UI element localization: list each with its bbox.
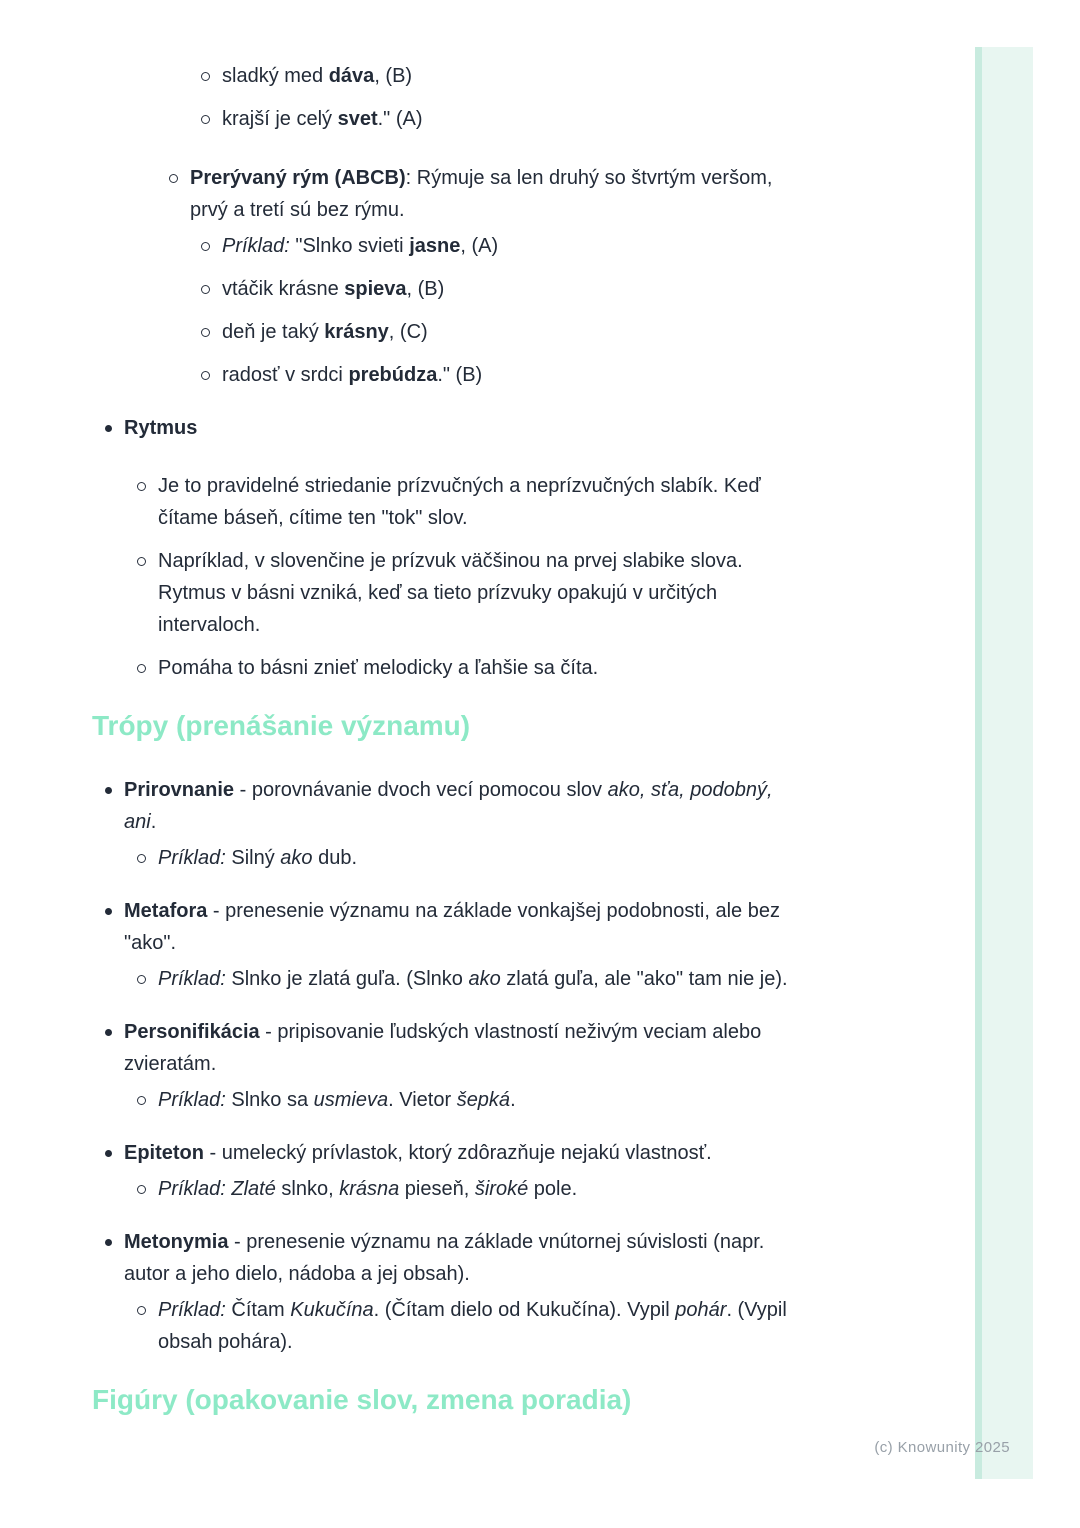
bullet-circle-icon: [137, 557, 146, 566]
list-item-text: [124, 1137, 890, 1169]
list-item: [92, 1016, 890, 1080]
text-run: ako: [468, 968, 501, 990]
list-item-text: [158, 842, 890, 874]
text-run: deň je taký: [222, 321, 325, 343]
text-run: Silný: [225, 847, 281, 869]
list-item-text: [124, 412, 890, 444]
text-run: Personifikácia: [124, 1021, 260, 1043]
text-run: pieseň,: [399, 1178, 475, 1200]
list-item: [92, 230, 890, 262]
text-run: krásna: [339, 1178, 400, 1200]
text-run: jasne: [409, 235, 461, 257]
text-run: "Slnko svieti: [289, 235, 410, 257]
text-run: Metonymia: [124, 1231, 229, 1253]
text-run: pole.: [528, 1178, 578, 1200]
list-item-text: [158, 963, 890, 995]
text-run: "ako".: [124, 932, 177, 954]
text-run: ako: [280, 847, 313, 869]
text-run: Príklad:: [158, 1299, 226, 1321]
text-run: Príklad:: [158, 968, 226, 990]
bullet-circle-icon: [201, 72, 210, 81]
text-run: Kukučína: [290, 1299, 374, 1321]
text-run: autor a jeho dielo, nádoba a jej obsah).: [124, 1263, 470, 1285]
text-run: Prirovnanie: [124, 779, 235, 801]
list-item-text: [222, 273, 890, 305]
text-run: slnko,: [275, 1178, 340, 1200]
text-run: zvieratám.: [124, 1053, 217, 1075]
text-run: - umelecký prívlastok, ktorý zdôrazňuje nejakú vlastnosť.: [204, 1142, 712, 1164]
list-item: [92, 103, 890, 135]
text-run: , (B): [406, 278, 445, 300]
list-item-text: [158, 652, 890, 684]
bullet-circle-icon: [137, 664, 146, 673]
text-run: Príklad:: [158, 1089, 226, 1111]
text-run: - prenesenie významu na základe vonkajšej podobnosti, ale bez: [207, 900, 780, 922]
list-item: [92, 1084, 890, 1116]
text-run: prebúdza: [348, 364, 438, 386]
bullet-circle-icon: [201, 115, 210, 124]
list-item: [92, 652, 890, 684]
section-heading: Figúry (opakovanie slov, zmena poradia): [92, 1384, 632, 1415]
list-item: [92, 895, 890, 959]
bullet-circle-icon: [137, 482, 146, 491]
text-run: krásny: [324, 321, 389, 343]
text-run: Príklad:: [158, 1178, 226, 1200]
list-item-text: [158, 470, 890, 534]
bullet-disc-icon: [105, 1029, 112, 1036]
list-item: [92, 1226, 890, 1290]
text-run: - porovnávanie dvoch vecí pomocou slov: [234, 779, 608, 801]
text-run: ." (B): [437, 364, 483, 386]
text-run: Zlaté: [231, 1178, 276, 1200]
text-run: Rytmus v básni vzniká, keď sa tieto prízvuky opakujú v určitých: [158, 582, 718, 604]
list-item-text: [124, 1016, 890, 1080]
text-run: . Vietor: [388, 1089, 457, 1111]
list-item-text: [158, 1173, 890, 1205]
list-item-text: [222, 316, 890, 348]
text-run: prvý a tretí sú bez rýmu.: [190, 199, 405, 221]
bullet-circle-icon: [169, 174, 178, 183]
bullet-circle-icon: [201, 371, 210, 380]
list-item: [92, 1137, 890, 1169]
text-run: pohár: [675, 1299, 727, 1321]
bullet-disc-icon: [105, 908, 112, 915]
bullet-circle-icon: [137, 1096, 146, 1105]
text-run: Slnko je zlatá guľa. (Slnko: [225, 968, 469, 990]
text-run: obsah pohára).: [158, 1331, 293, 1353]
text-run: : Rýmuje sa len druhý so štvrtým veršom,: [405, 167, 773, 189]
bullet-disc-icon: [105, 1150, 112, 1157]
bullet-disc-icon: [105, 787, 112, 794]
bullet-circle-icon: [137, 1306, 146, 1315]
text-run: Čítam: [225, 1299, 291, 1321]
text-run: , (B): [374, 65, 413, 87]
text-run: ako, sťa, podobný,: [607, 779, 773, 801]
list-item-text: [222, 103, 890, 135]
document-content: [92, 47, 890, 1448]
list-item: [92, 412, 890, 444]
list-item: [92, 470, 890, 534]
list-item-text: [124, 1226, 890, 1290]
bullet-disc-icon: [105, 425, 112, 432]
list-item: [92, 162, 890, 226]
text-run: Slnko sa: [225, 1089, 314, 1111]
text-run: Je to pravidelné striedanie prízvučných a neprízvučných slabík. Keď: [158, 475, 761, 497]
text-run: zlatá guľa, ale "ako" tam nie je).: [500, 968, 788, 990]
bullet-circle-icon: [201, 285, 210, 294]
text-run: ." (A): [377, 108, 423, 130]
text-run: Rytmus: [124, 417, 198, 439]
bullet-circle-icon: [137, 854, 146, 863]
text-run: .: [150, 811, 157, 833]
text-run: Epiteton: [124, 1142, 204, 1164]
list-item-text: [158, 545, 890, 641]
bullet-circle-icon: [137, 1185, 146, 1194]
text-run: radosť v srdci: [222, 364, 349, 386]
text-run: sladký med: [222, 65, 329, 87]
list-item: [92, 273, 890, 305]
text-run: široké: [474, 1178, 529, 1200]
text-run: Pomáha to básni znieť melodicky a ľahšie sa číta.: [158, 657, 599, 679]
section-heading: Trópy (prenášanie významu): [92, 710, 471, 741]
copyright-footer: (c) Knowunity 2025: [874, 1439, 1010, 1456]
page-accent-bar: [975, 47, 1033, 1479]
text-run: Príklad:: [158, 847, 226, 869]
list-item-text: [222, 230, 890, 262]
list-item: [92, 963, 890, 995]
text-run: dáva: [328, 65, 375, 87]
text-run: . (Čítam dielo od Kukučína). Vypil: [373, 1299, 676, 1321]
text-run: usmieva: [313, 1089, 389, 1111]
text-run: Prerývaný rým (ABCB): [190, 167, 406, 189]
text-run: krajší je celý: [222, 108, 338, 130]
text-run: svet: [337, 108, 378, 130]
text-run: Príklad:: [222, 235, 290, 257]
bullet-circle-icon: [201, 328, 210, 337]
list-item-text: [124, 895, 890, 959]
bullet-circle-icon: [201, 242, 210, 251]
list-item-text: [222, 359, 890, 391]
list-item: [92, 60, 890, 92]
list-item: [92, 545, 890, 641]
list-item: [92, 1173, 890, 1205]
list-item: [92, 359, 890, 391]
text-run: - pripisovanie ľudských vlastností neživým veciam alebo: [259, 1021, 762, 1043]
list-item-text: [158, 1294, 890, 1358]
text-run: intervaloch.: [158, 614, 261, 636]
text-run: vtáčik krásne: [222, 278, 345, 300]
text-run: , (A): [460, 235, 499, 257]
list-item: [92, 842, 890, 874]
list-item-text: [124, 774, 890, 838]
text-run: . (Vypil: [726, 1299, 787, 1321]
text-run: Napríklad, v slovenčine je prízvuk väčšinou na prvej slabike slova.: [158, 550, 743, 572]
text-run: .: [510, 1089, 516, 1111]
bullet-disc-icon: [105, 1239, 112, 1246]
bullet-circle-icon: [137, 975, 146, 984]
list-item: [92, 1294, 890, 1358]
text-run: spieva: [344, 278, 407, 300]
text-run: dub.: [312, 847, 358, 869]
list-item-text: [190, 162, 890, 226]
list-item: [92, 774, 890, 838]
list-item-text: [222, 60, 890, 92]
list-item: [92, 316, 890, 348]
text-run: , (C): [388, 321, 428, 343]
text-run: čítame báseň, cítime ten "tok" slov.: [158, 507, 468, 529]
list-item-text: [158, 1084, 890, 1116]
text-run: ani: [124, 811, 151, 833]
text-run: Metafora: [124, 900, 208, 922]
text-run: šepká: [456, 1089, 511, 1111]
text-run: - prenesenie významu na základe vnútornej súvislosti (napr.: [228, 1231, 765, 1253]
